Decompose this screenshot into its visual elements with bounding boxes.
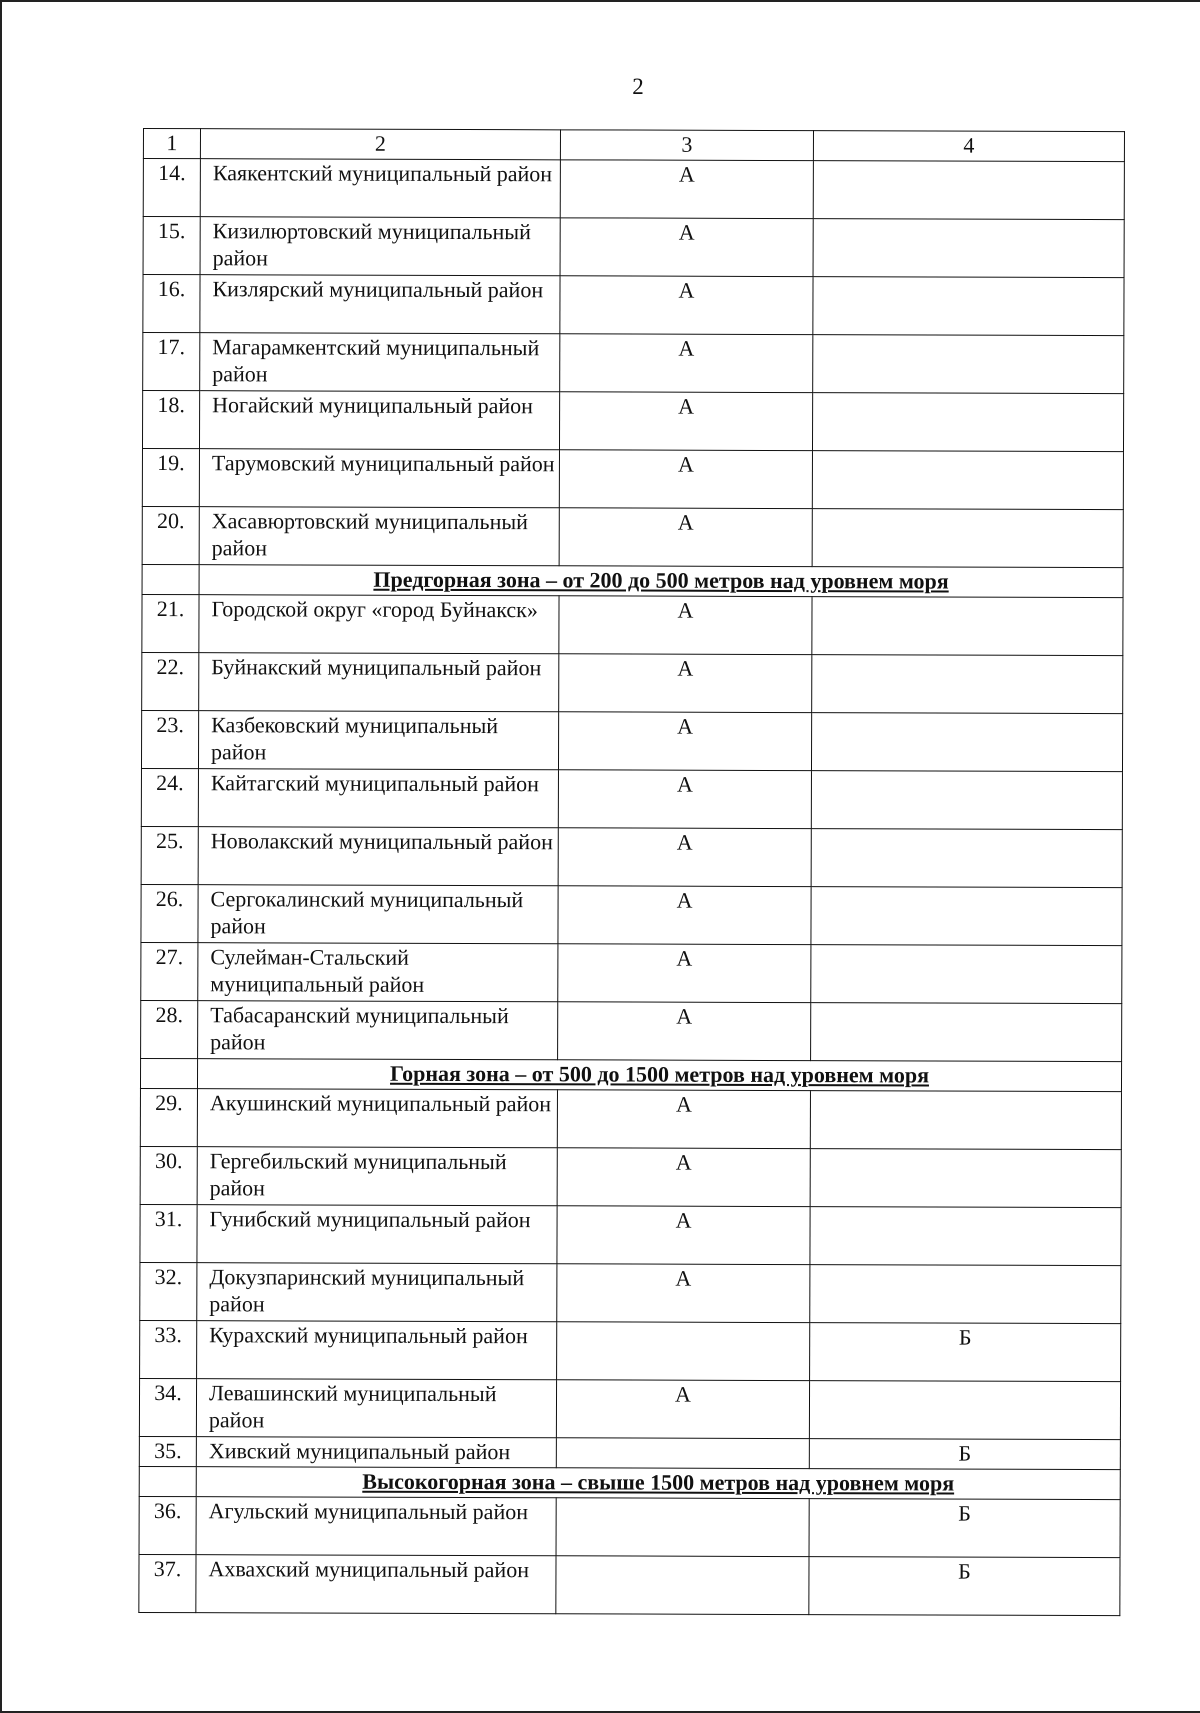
category-column-4 (813, 277, 1124, 336)
district-name: Хивский муниципальный район (196, 1437, 556, 1468)
table-row (142, 391, 1123, 452)
row-number: 37. (139, 1554, 196, 1612)
category-column-3: А (558, 886, 811, 945)
row-number: 15. (143, 217, 200, 275)
district-name: Хасавюртовский муниципальный район (199, 507, 559, 566)
zone-title: Высокогорная зона – свыше 1500 метров над уровнем моря (196, 1467, 1120, 1500)
district-name: Курахский муниципальный район (197, 1321, 557, 1380)
district-name: Левашинский муниципальный район (196, 1379, 556, 1438)
district-name: Ногайский муниципальный район (199, 391, 559, 450)
row-number: 25. (141, 826, 198, 884)
row-number: 26. (141, 884, 198, 942)
category-column-3: А (560, 276, 813, 335)
district-name: Сулейман-Стальский муниципальный район (198, 943, 558, 1002)
table-row (142, 449, 1123, 510)
category-column-4 (811, 829, 1122, 888)
row-number: 27. (141, 942, 198, 1000)
zone-title: Горная зона – от 500 до 1500 метров над уровнем моря (197, 1059, 1121, 1092)
zone-number-cell (142, 564, 199, 594)
district-name: Акушинский муниципальный район (197, 1089, 557, 1148)
row-number: 23. (141, 710, 198, 768)
row-number: 36. (139, 1496, 196, 1554)
district-name: Буйнакский муниципальный район (199, 653, 559, 712)
category-column-4 (811, 713, 1122, 772)
category-column-4 (810, 1265, 1121, 1324)
category-column-4 (813, 161, 1124, 220)
category-column-3: А (559, 596, 812, 655)
category-column-4 (812, 597, 1123, 656)
category-column-3: А (559, 392, 812, 451)
category-column-4: Б (809, 1499, 1120, 1558)
table-header-row (143, 129, 1124, 162)
row-number: 14. (143, 159, 200, 217)
row-number: 24. (141, 768, 198, 826)
table-row (142, 594, 1123, 655)
category-column-4 (812, 655, 1123, 714)
table-row (141, 710, 1122, 771)
category-column-4 (811, 887, 1122, 946)
category-column-4 (811, 771, 1122, 830)
page-border-top (0, 0, 1200, 2)
table-row (143, 275, 1124, 336)
row-number: 34. (139, 1378, 196, 1436)
category-column-4 (810, 1149, 1121, 1208)
district-name: Сергокалинский муниципальный район (198, 885, 558, 944)
table-row (142, 506, 1123, 567)
district-name: Ахвахский муниципальный район (196, 1555, 556, 1614)
row-number: 35. (139, 1436, 196, 1466)
row-number: 29. (140, 1088, 197, 1146)
district-name: Кизлярский муниципальный район (200, 275, 560, 334)
column-header-4: 4 (813, 131, 1124, 162)
row-number: 20. (142, 506, 199, 564)
category-column-3: А (560, 334, 813, 393)
districts-table (138, 128, 1125, 1616)
table-row (143, 333, 1124, 394)
category-column-3: А (556, 1380, 809, 1439)
category-column-4 (810, 1091, 1121, 1150)
district-name: Агульский муниципальный район (196, 1497, 556, 1556)
table-row (141, 1000, 1122, 1061)
category-column-4: Б (810, 1323, 1121, 1382)
table-body (139, 129, 1125, 1616)
category-column-4 (813, 219, 1124, 278)
row-number: 32. (140, 1262, 197, 1320)
page-number: 2 (632, 74, 644, 99)
table-row (140, 1146, 1121, 1207)
district-name: Тарумовский муниципальный район (199, 449, 559, 508)
row-number: 22. (142, 652, 199, 710)
table-row (141, 768, 1122, 829)
district-name: Каякентский муниципальный район (200, 159, 560, 218)
category-column-4 (811, 945, 1122, 1004)
district-name: Докузпаринский муниципальный район (197, 1263, 557, 1322)
district-name: Гунибский муниципальный район (197, 1205, 557, 1264)
table-row (143, 159, 1124, 220)
row-number: 18. (142, 391, 199, 449)
zone-header-row (142, 564, 1123, 597)
district-name: Табасаранский муниципальный район (198, 1001, 558, 1060)
row-number: 33. (140, 1320, 197, 1378)
row-number: 19. (142, 449, 199, 507)
district-name: Городской округ «город Буйнакск» (199, 595, 559, 654)
category-column-3: А (557, 1148, 810, 1207)
column-header-2: 2 (200, 129, 560, 160)
category-column-4 (811, 1003, 1122, 1062)
category-column-3: А (558, 1002, 811, 1061)
table-row (142, 652, 1123, 713)
row-number: 31. (140, 1204, 197, 1262)
table-row (141, 942, 1122, 1003)
row-number: 30. (140, 1146, 197, 1204)
table-row (140, 1320, 1121, 1381)
category-column-3: А (559, 508, 812, 567)
category-column-4: Б (809, 1439, 1120, 1470)
category-column-3: А (560, 160, 813, 219)
zone-title: Предгорная зона – от 200 до 500 метров над уровнем моря (199, 565, 1123, 598)
category-column-4 (813, 335, 1124, 394)
row-number: 28. (141, 1000, 198, 1058)
table-row (143, 217, 1124, 278)
table-row (140, 1262, 1121, 1323)
district-name: Казбековский муниципальный район (198, 711, 558, 770)
category-column-3 (556, 1498, 809, 1557)
table-row (139, 1554, 1120, 1615)
zone-number-cell (139, 1466, 196, 1496)
zone-header-row (139, 1466, 1120, 1499)
category-column-4 (812, 509, 1123, 568)
category-column-3 (556, 1556, 809, 1615)
category-column-3: А (557, 1090, 810, 1149)
category-column-4: Б (809, 1557, 1120, 1616)
category-column-4 (812, 451, 1123, 510)
table-row (140, 1088, 1121, 1149)
row-number: 17. (143, 333, 200, 391)
category-column-3 (557, 1322, 810, 1381)
category-column-3: А (559, 450, 812, 509)
column-header-3: 3 (560, 130, 813, 161)
category-column-3: А (560, 218, 813, 277)
zone-header-row (140, 1058, 1121, 1091)
category-column-4 (810, 1207, 1121, 1266)
district-name: Кизилюртовский муниципальный район (200, 217, 560, 276)
district-name: Гергебильский муниципальный район (197, 1147, 557, 1206)
district-name: Кайтагский муниципальный район (198, 769, 558, 828)
page-border-left (0, 0, 2, 1713)
category-column-3: А (558, 944, 811, 1003)
category-column-3: А (559, 654, 812, 713)
category-column-3 (556, 1438, 809, 1469)
row-number: 21. (142, 594, 199, 652)
category-column-3: А (557, 1206, 810, 1265)
category-column-4 (809, 1381, 1120, 1440)
category-column-3: А (558, 770, 811, 829)
table-row (141, 884, 1122, 945)
table-row (141, 826, 1122, 887)
column-header-1: 1 (143, 129, 200, 159)
district-name: Магарамкентский муниципальный район (200, 333, 560, 392)
category-column-3: А (557, 1264, 810, 1323)
table-row (139, 1378, 1120, 1439)
category-column-4 (812, 393, 1123, 452)
table-row (139, 1436, 1120, 1469)
table-row (139, 1496, 1120, 1557)
category-column-3: А (558, 712, 811, 771)
table-row (140, 1204, 1121, 1265)
category-column-3: А (558, 828, 811, 887)
row-number: 16. (143, 275, 200, 333)
zone-number-cell (140, 1058, 197, 1088)
district-name: Новолакский муниципальный район (198, 827, 558, 886)
